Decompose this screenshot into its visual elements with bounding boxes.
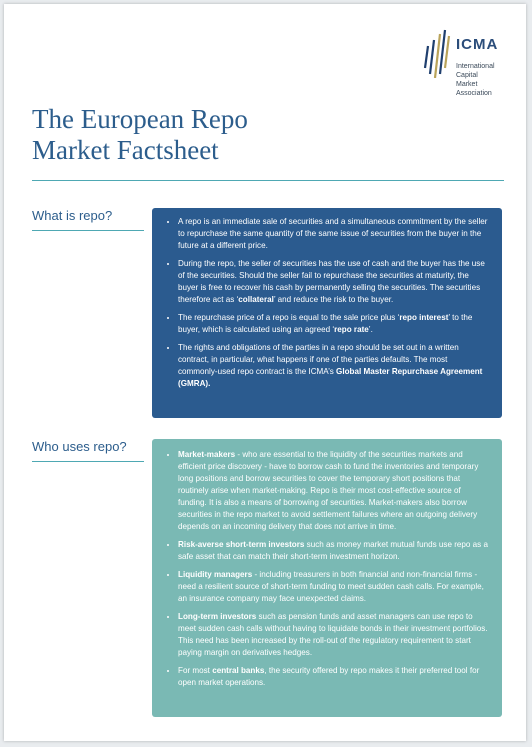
- list-item: • Market-makers - who are essential to the liquidity of the securities markets and efficient price discovery - have to borrow cash to fund the inventories and temporary long positions and borrow securities to cover the temporary short positions that routinely arise when market-making. Repo is their most cost-effective source of funding. It is also a means of borrowing of securities. Market-makers also borrow securities in the repo market to avoid settlement failures where an outgoing delivery depends on an incoming delivery that does not arrive in time.: [178, 449, 488, 533]
- section-rule: [32, 230, 144, 231]
- list-item: • For most central banks, the security offered by repo makes it their preferred tool for open market operations.: [178, 665, 488, 689]
- section-heading-who-uses-repo: Who uses repo?: [32, 439, 127, 454]
- list-item: • Risk-averse short-term investors such as money market mutual funds use repo as a safe asset that can match their short-term investment horizon.: [178, 539, 488, 563]
- icma-tagline: International Capital Market Association: [456, 63, 495, 97]
- list-item: • Long-term investors such as pension funds and asset managers can use repo to meet sudden cash calls without having to liquidate bonds in their investment portfolios. This need has been increased by the roll-out of the regulatory requirement to start paying margin on derivatives hedges.: [178, 611, 488, 659]
- what-is-repo-box: [152, 208, 502, 418]
- list-item: • The repurchase price of a repo is equal to the sale price plus ‘repo interest’ to the buyer, which is calculated using an agreed ‘repo rate’.: [178, 312, 488, 336]
- icma-bars-icon: [422, 28, 452, 78]
- list-item: • The rights and obligations of the parties in a repo should be set out in a written contract, in particular, what happens if one of the parties defaults. The most commonly-used repo contract is the ICMA’s Global Master Repurchase Agreement (GMRA).: [178, 342, 488, 390]
- list-item: • A repo is an immediate sale of securities and a simultaneous commitment by the seller to repurchase the same quantity of the same issue of securities from the buyer in the future at a different price.: [178, 216, 488, 252]
- page-title: The European Repo Market Factsheet: [32, 104, 248, 165]
- section-rule: [32, 461, 144, 462]
- list-item: • During the repo, the seller of securities has the use of cash and the buyer has the use of the securities. Should the seller fail to repurchase the securities at maturity, the buyer is free to recover his cash by permanently selling the securities. The securities therefore act as ‘collateral’ and reduce the risk to the buyer.: [178, 258, 488, 306]
- list-item: • Liquidity managers - including treasurers in both financial and non-financial firms - need a resilient source of short-term funding to meet sudden cash calls. For example, an insurance company may face unexpected claims.: [178, 569, 488, 605]
- icma-wordmark: ICMA: [456, 36, 499, 53]
- icma-logo: [422, 24, 522, 114]
- factsheet-page: [4, 4, 526, 741]
- what-is-repo-list: [164, 216, 488, 390]
- who-uses-repo-box: [152, 439, 502, 717]
- who-uses-repo-list: [164, 449, 488, 689]
- section-heading-what-is-repo: What is repo?: [32, 208, 113, 223]
- title-divider: [32, 180, 504, 181]
